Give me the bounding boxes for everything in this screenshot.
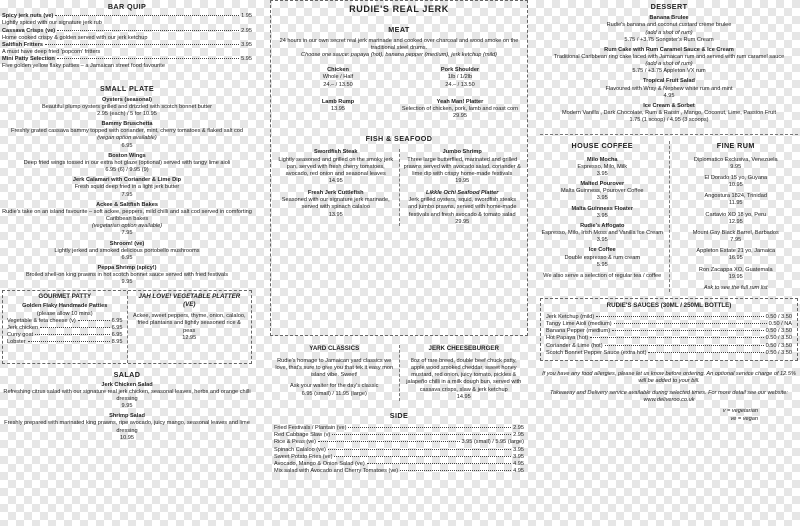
list-item: Jerk Ketchup (mild) 0.50 / 3.50	[546, 313, 792, 320]
small-plate-title: SMALL PLATE	[99, 84, 155, 94]
list-item: Ackee & Saltfish Bakes Rudie's take on an island favourite – soft ackee, peppers, mild chilli and salt cod served in comforting Caribbean bakes (vegetarian option available) 7.95	[2, 201, 252, 237]
list-item: Sweet Potato Fries (ve) 3.95	[274, 453, 524, 460]
gourmet-patty-section	[3, 291, 127, 363]
list-item: Diplomatico Exclusiva, Venezuela 9.95	[693, 156, 778, 170]
allergy-note: If you have any food allergies, please let us know before ordering. An optional service charge of 12.5% will be added to your bill.	[542, 370, 796, 384]
seafood-title: FISH & SEAFOOD	[365, 134, 433, 144]
list-item: Fresh Jerk Cuttlefish Seasoned with our signature jerk marinade, served with spinach calaloo 13.95	[281, 190, 390, 218]
legend-vegetarian: v = vegetarian	[722, 408, 758, 415]
list-item: Angostura 1824, Trinidad 11.95	[704, 193, 767, 207]
burger-title: JERK CHEESEBURGER	[428, 345, 499, 352]
list-item: Tangy Lime Aioli (medium) 0.50 / NA	[546, 321, 792, 328]
list-item: Mix salad with Avocado and Cherry Tomatoes (ve) 4.95	[274, 468, 524, 475]
list-item: Swordfish Steak Lightly seasoned and grilled on the smoky jerk pan, served with fresh cherry tomatoes, avocado, red onion and seasonal leaves 14.95	[278, 149, 394, 184]
list-item: Ice Cream & Sorbet Modern Vanilla , Dark Chocolate, Rum & Raisin , Mango, Coconut, Lime, Passion Fruit 1.75 (1 scoop) / 4.95 (3 scoops)	[561, 102, 777, 124]
patty-note: (please allow 10 mins)	[36, 310, 93, 317]
list-item: Mount Gay Black Barrel, Barbados 7.95	[692, 229, 779, 244]
salad-list	[2, 382, 252, 442]
meat-grid	[277, 67, 521, 88]
list-item: Malta Guinness Floater 3.95	[571, 205, 634, 219]
middle-column	[270, 0, 528, 475]
bar-quip-list	[2, 13, 252, 70]
rum-note: Ask to see the full rum list	[703, 284, 768, 291]
takeaway-note: Takeaway and Delivery service available during selected times. For more detail see our website: www.deliveroo.co.uk	[550, 390, 788, 404]
dessert-list	[540, 15, 798, 124]
list-item: Peppa Shrimp (spicy!) Broiled shell-on king prawns in hot scotch bonnet sauce served with fried festivals 9.95	[25, 264, 229, 286]
legend-vegan: ve = vegan	[730, 415, 758, 422]
side-list	[270, 425, 528, 475]
jerk-intro: 24 hours in our own secret real jerk marinade and cooked over charcoal and wood smoke on the traditional steel drums.	[279, 37, 519, 51]
meat-title: MEAT	[388, 24, 410, 34]
veg-platter-desc: Ackee, sweet peppers, thyme, onion, calaloo, fried plantains and lightly seasoned rice & peas	[132, 313, 246, 334]
classics-burger	[270, 345, 528, 401]
left-column	[2, 0, 252, 442]
jerk-sauce: Choose one sauce: papaya (hot), banana pepper (medium), jerk ketchup (mild)	[301, 52, 497, 59]
small-plate-list	[2, 97, 252, 287]
list-item: Cassava Crisps (ve) 2.95 Home cooked crispy & golden served with our jerk ketchup	[2, 27, 252, 41]
list-item: Banana Pepper (medium) 0.50 / 3.50	[546, 328, 792, 335]
burger-section	[399, 345, 529, 401]
list-item: Tropical Fruit Salad Flavoured with Wray & Nephew white rum and mint 4.95	[605, 78, 733, 99]
rum-section	[669, 141, 799, 292]
list-item: Avocado, Mango & Onion Salad (ve) 4.95	[274, 460, 524, 467]
list-item: Lamb Rump 13.95	[321, 98, 355, 112]
coffee-section	[540, 141, 669, 292]
list-item: Fried Festivals / Plantain (ve) 2.95	[274, 425, 524, 432]
rum-title: FINE RUM	[716, 141, 755, 151]
coffee-note: We also serve a selection of regular tea / coffee	[543, 272, 662, 279]
yard-desc: Rudie's homage to Jamaican yard classics we love, that's sure to give you that tek it easy mon island vibe. Sweet!	[275, 357, 394, 379]
list-item: Jerk Calamari with Coriander & Lime Dip Fresh squid deep fried in a light jerk butter 7.95	[72, 177, 182, 198]
list-item: Hot Papaya (hot) 0.50 / 3.50	[546, 335, 792, 342]
coffee-rum	[540, 134, 798, 292]
list-item: Shroom! (ve) Lightly jerked and smoked delicious portobello mushrooms 6.95	[54, 240, 200, 261]
list-item: Shrimp Salad Freshly prepared with marinated king prawns, ripe avocado, juicy mango, seasonal leaves and lime dressing 10.95	[4, 413, 250, 441]
list-item: Cartavio XO 18 yo, Peru 12.95	[705, 211, 767, 225]
list-item: Rudie's Affogato Espresso, Milo, Irish Moss and Vanilla Ice Cream 3.95	[541, 222, 663, 244]
yard-title: YARD CLASSICS	[309, 345, 360, 352]
burger-price: 14.95	[456, 393, 471, 400]
bar-quip-title: BAR QUIP	[107, 2, 147, 11]
list-item: Scotch Bonnet Pepper Sauce (extra hot) 0.50 / 3.50	[546, 349, 792, 356]
salad-title: SALAD	[113, 370, 141, 380]
yard-classics-section	[270, 345, 399, 401]
right-column	[540, 0, 798, 423]
list-item: Red Cabbage Slaw (v) 2.95	[274, 432, 524, 439]
list-item: Milo Mocha Espresso, Milo, Milk 3.95	[577, 156, 628, 177]
list-item: Chicken Whole / Half 24.– / 13.50	[322, 67, 354, 88]
list-item: Boston Wings Deep fried wings tossed in our extra hot glaze (optional) served with tangy lime aioli 6.95 (6) / 9.95 (9)	[23, 152, 231, 174]
veg-platter-title: JAH LOVE! VEGETABLE PLATTER (VE)	[138, 293, 241, 309]
list-item: Coriander & Lime (hot) 0.50 / 3.50	[546, 342, 792, 349]
list-item: Jerk Chicken Salad Refreshing citrus salad with our signature real jerk chicken, seasonal leaves, herbs and orange chilli dressing 9.95	[3, 381, 251, 410]
jerk-title: RUDIE'S REAL JERK	[349, 4, 449, 14]
list-item: Mini Patty Selection 5.95 Five golden yellow flaky patties – a Jamaican street food favourite	[2, 56, 252, 70]
list-item: Ice Coffee Double espresso & rum cream 5.95	[564, 247, 641, 268]
sauces-box	[540, 298, 798, 361]
list-item: Likkle Ochi Seafood Platter Jerk grilled oysters, squid, swordfish steaks and jumbo prawns, served with home-made festivals and fresh avocado & tomato salad 29.95	[407, 190, 517, 225]
seafood-col-left	[277, 149, 399, 226]
patty-platter-box	[2, 290, 252, 364]
list-item: Vegetable & feta cheese (v) 6.95	[7, 317, 123, 324]
meat-grid-2	[277, 99, 521, 120]
list-item: Malted Pourover Malta Guinness, Pourover Coffee 3.95	[560, 181, 644, 202]
veg-platter-section	[127, 291, 252, 363]
list-item: Curry goat 6.95	[7, 332, 123, 338]
dessert-title: DESSERT	[650, 2, 688, 11]
list-item: Lobster 8.95	[7, 339, 123, 346]
coffee-title: HOUSE COFFEE	[571, 141, 633, 151]
yard-price: 6.95 (small) / 11.95 (large)	[301, 390, 367, 397]
sauces-title: RUDIE'S SAUCES (30ML / 250ML BOTTLE)	[606, 301, 732, 309]
patty-name: Golden Flaky Handmade Patties	[22, 303, 108, 310]
list-item: Jumbo Shrimp Three large butterflied, marinated and grilled prawns served with avocado salad, coriander & lime dip with crispy home-made festivals 19.95	[403, 149, 521, 184]
list-item: Ron Zacappa XO, Guatemala 19.95	[698, 266, 773, 280]
seafood-col-right	[399, 149, 522, 226]
list-item: Pork Shoulder 1lb / 1/2lb 24.– / 13.50	[440, 67, 480, 88]
list-item: Saltfish Fritters 3.95 A must have deep fried 'popcorn' fritters	[2, 41, 252, 55]
list-item: El Dorado 15 yo, Guyana 10.95	[704, 174, 768, 189]
list-item: Spicy jerk nuts (ve) 1.95 Lightly spiced with our signature jerk rub	[2, 13, 252, 27]
list-item: Yeah Man! Platter Selection of chicken, pork, lamb and roast corn 29.95	[401, 98, 519, 119]
list-item: Spinach Calaloo (ve) 3.95	[274, 446, 524, 453]
gourmet-patty-title: GOURMET PATTY	[38, 293, 92, 301]
burger-desc: 8oz of rare breed, double beef chuck patty, apple wood smoked cheddar, sweet honey mustard, red onion, juicy tomato, pickles & jalapeño chilli in a milk dough bun, served with cassava crisps, slaw & jerk ketchup	[406, 357, 522, 393]
list-item: Oysters (seasonal) Beautiful plump oysters grilled and drizzled with scotch bonnet butter 2.95 (each) / 5 for 10.95	[41, 96, 213, 117]
list-item: Rice & Peas (ve) 3.95 (small) / 5.95 (large)	[274, 439, 524, 446]
list-item: Banana Brulee Rudie's banana and coconut custard crème brulee (add a shot of rum) 5.75 / +3.75 Songster's Rum Cream	[606, 15, 732, 43]
seafood-grid	[277, 149, 521, 226]
list-item: Appleton Estate 21 yo, Jamaica 16.95	[696, 248, 776, 262]
veg-platter-price: 12.95	[182, 334, 197, 341]
yard-ask: Ask your waiter for the day's classic	[290, 383, 379, 390]
sauces-list	[546, 314, 792, 357]
list-item: Jerk chicken 6.95	[7, 324, 123, 331]
jerk-box	[270, 0, 528, 336]
side-title: SIDE	[389, 410, 409, 420]
list-item: Rum Cake with Rum Caramel Sauce & Ice Cream Traditional Caribbean ring cake laced with Jamaican rum and served with rum caramel sauce (add a shot of rum) 5.75 / +3.75 Appleton VX rum	[553, 46, 785, 75]
list-item: Bammy Bruschetta Freshly grated cassava bammy topped with coriander, mint, cherry tomatoes & flaked salt cod (vegan option available) 6.95	[11, 121, 243, 149]
